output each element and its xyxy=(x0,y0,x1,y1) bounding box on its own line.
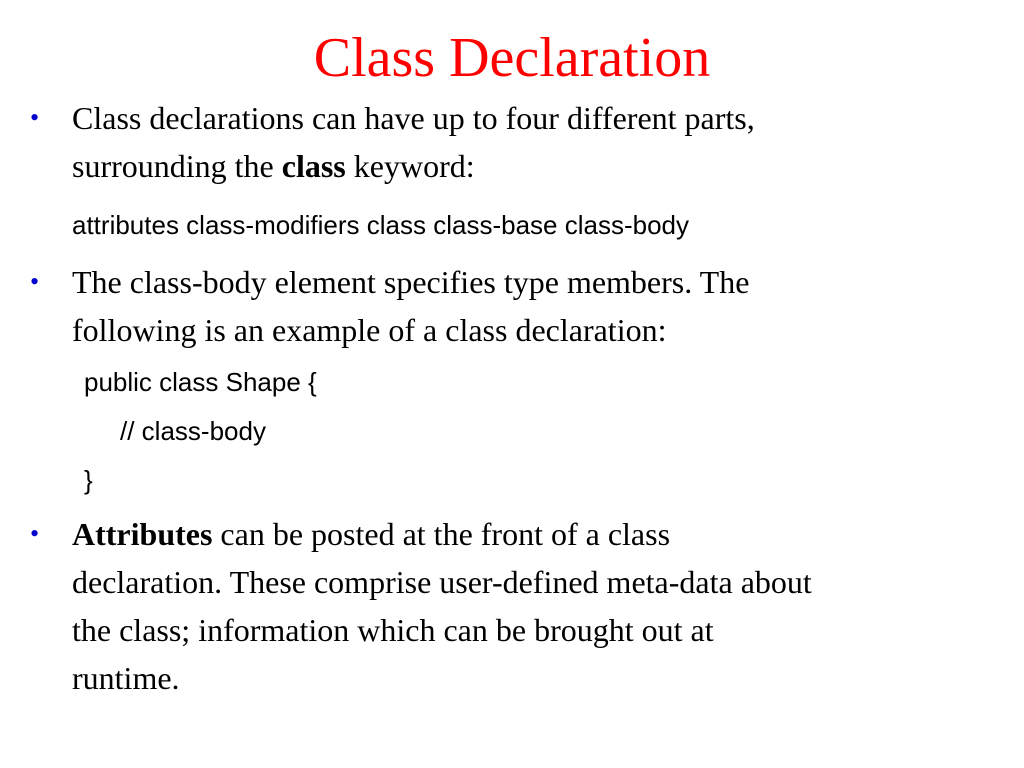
bullet-3-line-2: declaration. These comprise user-defined meta-data about xyxy=(72,564,812,600)
bullet-1-marker: • xyxy=(30,103,40,132)
bullet-1-line-2-after: keyword: xyxy=(345,148,475,184)
syntax-line: attributes class-modifiers class class-base class-body xyxy=(72,210,689,240)
slide-title: Class Declaration xyxy=(313,27,711,89)
attributes-keyword: Attributes xyxy=(72,516,213,552)
bullet-2-line-2: following is an example of a class declaration: xyxy=(72,312,667,348)
bullet-2-marker: • xyxy=(30,267,40,296)
bullet-1-line-1: Class declarations can have up to four different parts, xyxy=(72,100,755,136)
bullet-2 xyxy=(30,258,1012,354)
code-line-1: public class Shape { xyxy=(84,367,317,397)
code-line-2: // class-body xyxy=(120,416,266,446)
bullet-1-line-2-before: surrounding the xyxy=(72,148,282,184)
bullet-1 xyxy=(30,94,1012,190)
bullet-3-line-3: the class; information which can be brought out at xyxy=(72,612,714,648)
bullet-2-line-1: The class-body element specifies type members. The xyxy=(72,264,750,300)
bullet-3-marker: • xyxy=(30,519,40,548)
bullet-3-line-1-rest: can be posted at the front of a class xyxy=(212,516,671,552)
class-keyword: class xyxy=(281,148,346,184)
bullet-1-line-2 xyxy=(72,142,1012,190)
code-line-3: } xyxy=(84,465,93,495)
bullet-3-line-1 xyxy=(72,510,1012,558)
bullet-3-line-4: runtime. xyxy=(72,660,180,696)
bullet-3 xyxy=(30,510,1012,702)
